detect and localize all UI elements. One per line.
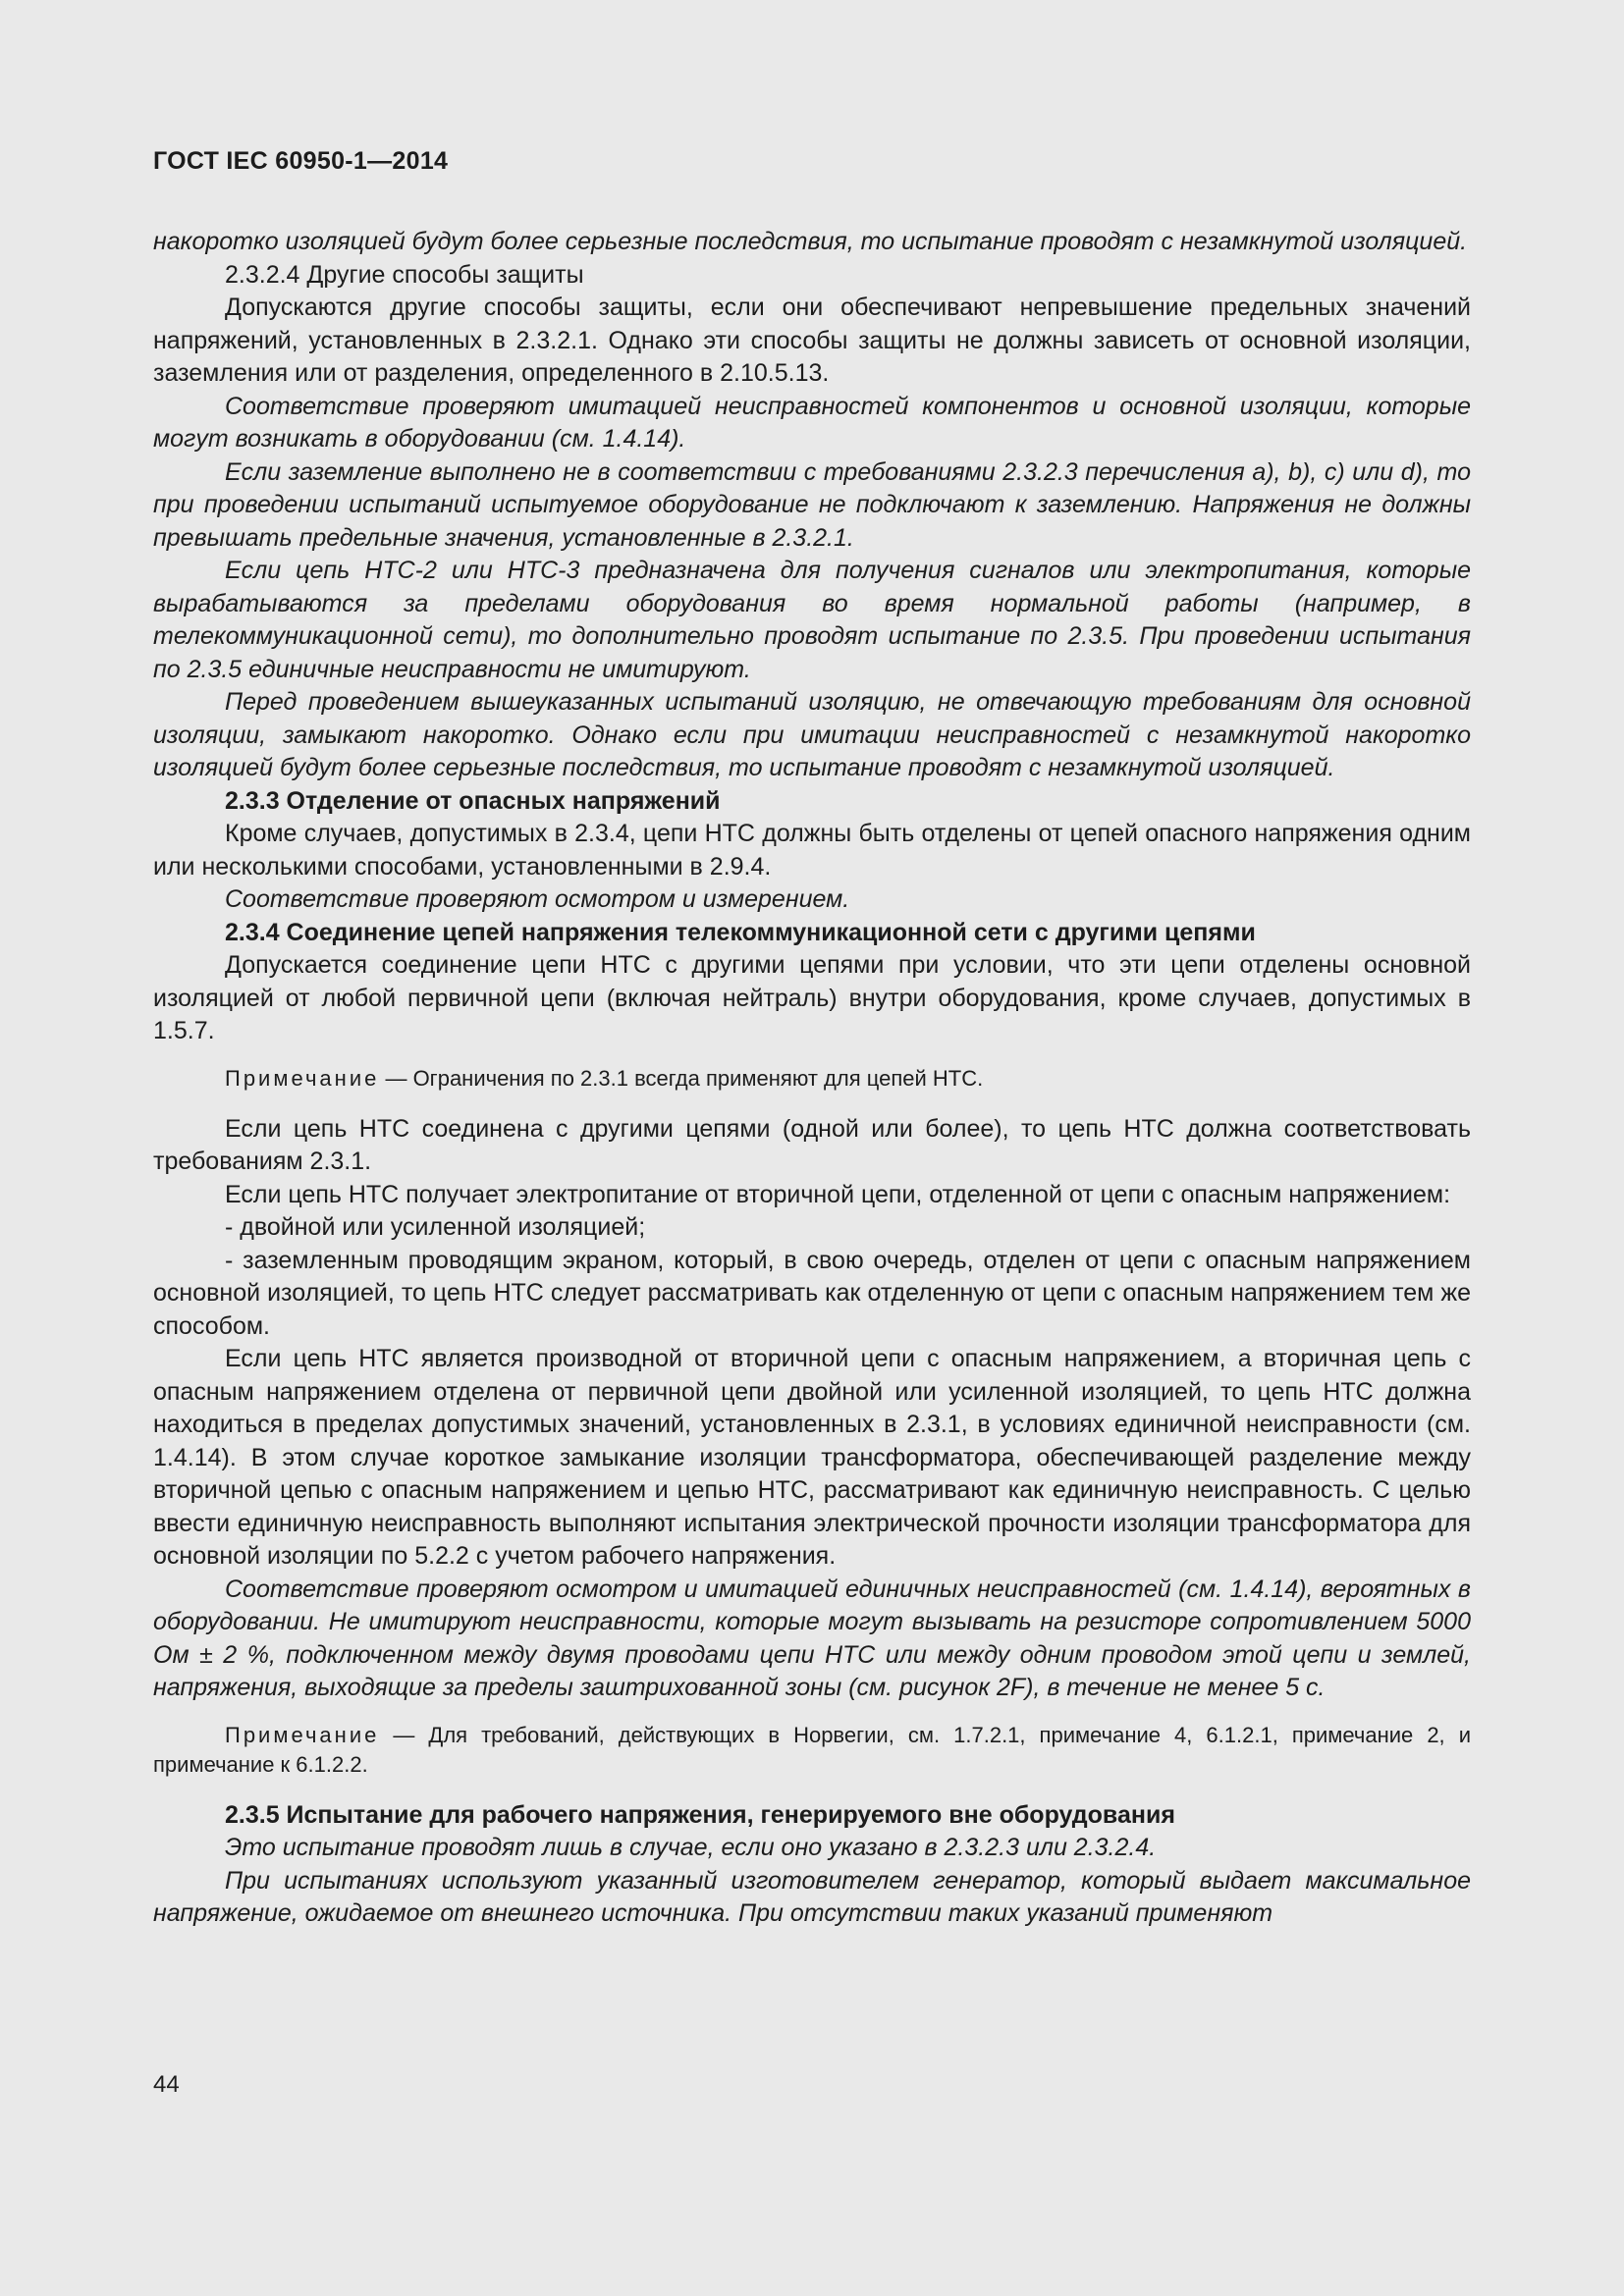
paragraph: Это испытание проводят лишь в случае, если оно указано в 2.3.2.3 или 2.3.2.4. (225, 1834, 1157, 1861)
note (153, 1064, 1471, 1094)
paragraph: Кроме случаев, допустимых в 2.3.4, цепи НТС должны быть отделены от цепей опасного напряжения одним или несколькими способами, установленными в 2.9.4. (153, 820, 1471, 881)
list-item: - заземленным проводящим экраном, который, в свою очередь, отделен от цепи с опасным напряжением основной изоляцией, то цепь НТС следует рассматривать как отделенную от цепи с опасным напряжением тем же способом. (153, 1246, 1471, 1340)
paragraph: Если заземление выполнено не в соответствии с требованиями 2.3.2.3 перечисления a), b), c) или d), то при проведении испытаний испытуемое оборудование не подключают к заземлению. Напряжения не должны превышать предельные значения, установленные в 2.3.2.1. (153, 457, 1471, 552)
paragraph: Если цепь НТС является производной от вторичной цепи с опасным напряжением, а вторичная цепь с опасным напряжением отделена от первичной цепи двойной или усиленной изоляцией, то цепь НТС должна находиться в пределах допустимых значений, установленных в 2.3.1, в условиях единичной неисправности (см. 1.4.14). В этом случае короткое замыкание изоляции трансформатора, обеспечивающей разделение между вторичной цепью с опасным напряжением и цепью НТС, рассматривают как единичную неисправность. С целью ввести единичную неисправность выполняют испытания электрической прочности изоляции трансформатора для основной изоляции по 5.2.2 с учетом рабочего напряжения. (153, 1345, 1471, 1570)
paragraph: Если цепь НТС соединена с другими цепями (одной или более), то цепь НТС должна соответствовать требованиям 2.3.1. (153, 1114, 1471, 1175)
paragraph: Соответствие проверяют осмотром и измерением. (225, 885, 850, 913)
note-label: Примечание (225, 1065, 380, 1091)
note-label: Примечание (225, 1722, 380, 1747)
paragraph: Допускаются другие способы защиты, если они обеспечивают непревышение предельных значений напряжений, установленных в 2.3.2.1. Однако эти способы защиты не должны зависеть от основной изоляции, заземления или от разделения, определенного в 2.10.5.13. (153, 294, 1471, 387)
page-number: 44 (153, 2071, 180, 2098)
paragraph: При испытаниях используют указанный изготовителем генератор, который выдает максимальное напряжение, ожидаемое от внешнего источника. При отсутствии таких указаний применяют (153, 1866, 1471, 1927)
document-header: ГОСТ IEC 60950-1—2014 (153, 147, 449, 175)
paragraph: Соответствие проверяют осмотром и имитацией единичных неисправностей (см. 1.4.14), вероятных в оборудовании. Не имитируют неисправности, которые могут вызывать на резисторе сопротивлением 5000 Ом ± 2 %, подключенном между двумя проводами цепи НТС или между одним проводом этой цепи и землей, напряжения, выходящие за пределы заштрихованной зоны (см. рисунок 2F), в течение не менее 5 с. (153, 1575, 1471, 1701)
section-heading: 2.3.2.4 Другие способы защиты (225, 260, 584, 289)
note (153, 1721, 1471, 1780)
document-body (153, 226, 1471, 1931)
paragraph: Если цепь НТС-2 или НТС-3 предназначена для получения сигналов или электропитания, которые вырабатываются за пределами оборудования во время нормальной работы (например, в телекоммуникационной сети), то дополнительно проводят испытание по 2.3.5. При проведении испытания по 2.3.5 единичные неисправности не имитируют. (153, 557, 1471, 683)
list-item: - двойной или усиленной изоляцией; (225, 1213, 646, 1241)
note-text: — Для требований, действующих в Норвегии, см. 1.7.2.1, примечание 4, 6.1.2.1, примечание 2, и примечание к 6.1.2.2. (153, 1722, 1471, 1777)
paragraph: накоротко изоляцией будут более серьезные последствия, то испытание проводят с незамкнутой изоляцией. (153, 228, 1468, 255)
section-heading: 2.3.3 Отделение от опасных напряжений (225, 786, 721, 815)
paragraph: Допускается соединение цепи НТС с другими цепями при условии, что эти цепи отделены основной изоляцией от любой первичной цепи (включая нейтраль) внутри оборудования, кроме случаев, допустимых в 1.5.7. (153, 951, 1471, 1044)
section-heading: 2.3.5 Испытание для рабочего напряжения, генерируемого вне оборудования (225, 1800, 1175, 1829)
paragraph: Если цепь НТС получает электропитание от вторичной цепи, отделенной от цепи с опасным напряжением: (225, 1180, 1451, 1208)
paragraph: Соответствие проверяют имитацией неисправностей компонентов и основной изоляции, которые могут возникать в оборудовании (см. 1.4.14). (153, 392, 1471, 453)
paragraph: Перед проведением вышеуказанных испытаний изоляцию, не отвечающую требованиям для основной изоляции, замыкают накоротко. Однако если при имитации неисправностей с незамкнутой накоротко изоляцией будут более серьезные последствия, то испытание проводят с незамкнутой изоляцией. (153, 688, 1471, 781)
section-heading: 2.3.4 Соединение цепей напряжения телекоммуникационной сети с другими цепями (225, 918, 1256, 946)
note-text: — Ограничения по 2.3.1 всегда применяют для цепей НТС. (379, 1065, 984, 1091)
